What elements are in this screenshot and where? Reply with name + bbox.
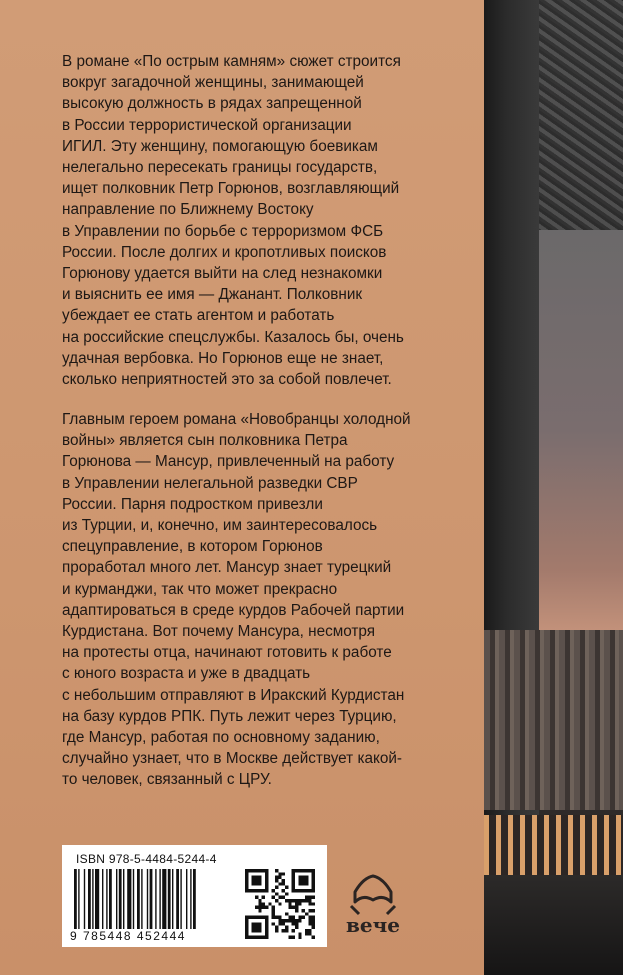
qr-code-icon bbox=[245, 869, 315, 939]
photo-water bbox=[484, 875, 623, 975]
photo-city bbox=[484, 630, 623, 810]
photo-bridge bbox=[484, 815, 623, 875]
barcode-icon bbox=[74, 869, 234, 929]
publisher-name: вече bbox=[346, 913, 400, 937]
veche-logo-icon bbox=[333, 872, 413, 942]
photo-sky bbox=[539, 230, 623, 630]
isbn-barcode-panel bbox=[62, 845, 327, 947]
synopsis-paragraph-1: В романе «По острым камням» сюжет строится вокруг загадочной женщины, занимающей высокую должность в рядах запрещенной в России террористической организации ИГИЛ. Эту женщину, помогающую боевикам нелегально пересекать границы государств, ищет полковник Петр Горюнов, возглавляющий направление по Ближнему Востоку в Управлении по борьбе с терроризмом ФСБ России. После долгих и кропотливых поисков Горюнову удается выйти на след незнакомки и выяснить ее имя — Джанант. Полковник убеждает ее стать агентом и работать на российские спецслужбы. Казалось бы, очень удачная вербовка. Но Горюнов еще не знает, сколько неприятностей это за собой повлечет. bbox=[62, 53, 404, 389]
barcode-digits: 9 785448 452444 bbox=[70, 929, 186, 943]
synopsis-paragraph-2: Главным героем романа «Новобранцы холодной войны» является сын полковника Петра Горюнова — Мансур, привлеченный на работу в Управлении нелегальной разведки СВР России. Парня подростком привезли из Турции, и, конечно, им заинтересовалось спецуправление, в котором Горюнов проработал много лет. Мансур знает турецкий и курманджи, так что может прекрасно адаптироваться в среде курдов Рабочей партии Курдистана. Вот почему Мансура, несмотря на протесты отца, начинают готовить к работе с юного возраста и уже в двадцать с небольшим отправляют в Иракский Курдистан на базу курдов РПК. Путь лежит через Турцию, где Мансур, работая по основному заданию, случайно узнает, что в Москве действует какой- то человек, связанный с ЦРУ. bbox=[62, 411, 411, 789]
cover-photo-strip bbox=[484, 0, 623, 975]
isbn-label: ISBN 978-5-4484-5244-4 bbox=[76, 852, 217, 866]
